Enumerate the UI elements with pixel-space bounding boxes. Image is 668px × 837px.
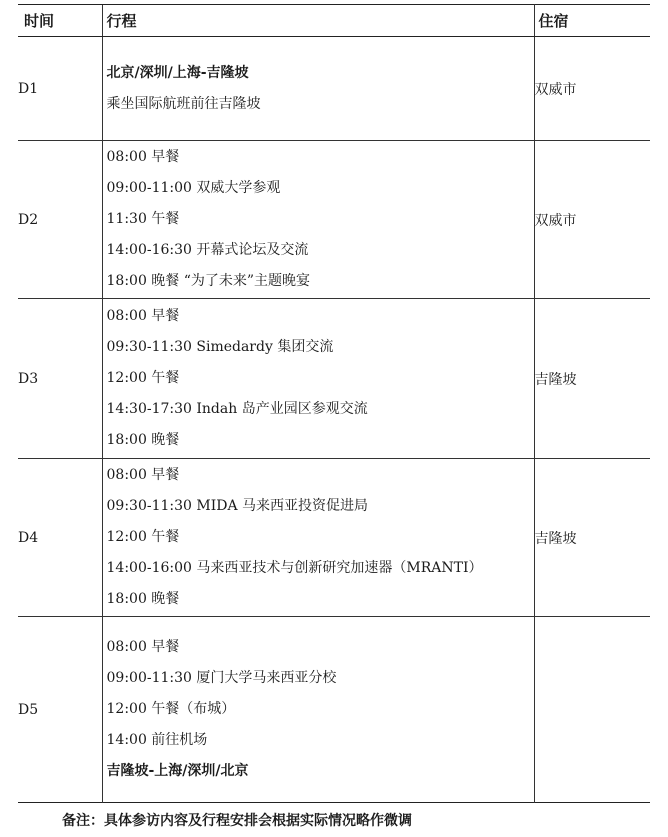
plan-line: 乘坐国际航班前往吉隆坡 xyxy=(106,95,261,112)
plan-line: 08:00 早餐 xyxy=(106,149,180,165)
plan-line: 14:00-16:00 马来西亚技术与创新研究加速器（MRANTI） xyxy=(106,560,483,576)
plan-line: 08:00 早餐 xyxy=(106,308,180,324)
plan-cell xyxy=(102,37,534,141)
plan-line: 吉隆坡-上海/深圳/北京 xyxy=(106,763,249,779)
table-header-row xyxy=(18,5,650,37)
plan-cell xyxy=(102,459,534,617)
stay-cell: 双威市 xyxy=(534,81,577,98)
header-day: 时间 xyxy=(18,5,102,37)
table-row xyxy=(18,141,650,299)
plan-cell xyxy=(102,299,534,459)
header-stay: 住宿 xyxy=(534,5,650,37)
stay-cell: 双威市 xyxy=(534,212,577,229)
day-cell: D3 xyxy=(18,370,39,387)
plan-line: 18:00 晚餐 xyxy=(106,432,180,448)
plan-cell xyxy=(102,617,534,803)
table-row xyxy=(18,459,650,617)
itinerary-table xyxy=(18,4,650,803)
plan-line: 08:00 早餐 xyxy=(106,639,180,655)
plan-line: 09:00-11:00 双威大学参观 xyxy=(106,180,281,196)
table-row xyxy=(18,37,650,141)
plan-line: 18:00 晚餐 “为了未来”主题晚宴 xyxy=(106,273,311,289)
footnote: 备注：具体参访内容及行程安排会根据实际情况略作微调 xyxy=(62,813,412,829)
plan-line: 09:30-11:30 MIDA 马来西亚投资促进局 xyxy=(106,498,369,514)
stay-cell: 吉隆坡 xyxy=(534,530,577,547)
plan-line: 14:30-17:30 Indah 岛产业园区参观交流 xyxy=(106,401,368,417)
plan-cell xyxy=(102,141,534,299)
plan-line: 北京/深圳/上海-吉隆坡 xyxy=(106,64,249,81)
stay-cell: 吉隆坡 xyxy=(534,371,577,388)
plan-line: 08:00 早餐 xyxy=(106,467,180,483)
header-plan: 行程 xyxy=(102,5,534,37)
plan-line: 14:00-16:30 开幕式论坛及交流 xyxy=(106,242,309,258)
plan-line: 18:00 晚餐 xyxy=(106,591,180,607)
plan-line: 12:00 午餐 xyxy=(106,370,180,386)
table-row xyxy=(18,299,650,459)
plan-line: 12:00 午餐（布城） xyxy=(106,701,236,717)
day-cell: D1 xyxy=(18,80,39,97)
table-row xyxy=(18,617,650,803)
day-cell: D4 xyxy=(18,529,39,546)
plan-line: 12:00 午餐 xyxy=(106,529,180,545)
day-cell: D2 xyxy=(18,211,39,228)
day-cell: D5 xyxy=(18,701,39,718)
plan-line: 09:30-11:30 Simedardy 集团交流 xyxy=(106,339,334,355)
plan-line: 11:30 午餐 xyxy=(106,211,180,227)
plan-line: 09:00-11:30 厦门大学马来西亚分校 xyxy=(106,670,337,686)
stay-cell xyxy=(534,617,650,803)
plan-line: 14:00 前往机场 xyxy=(106,732,208,748)
